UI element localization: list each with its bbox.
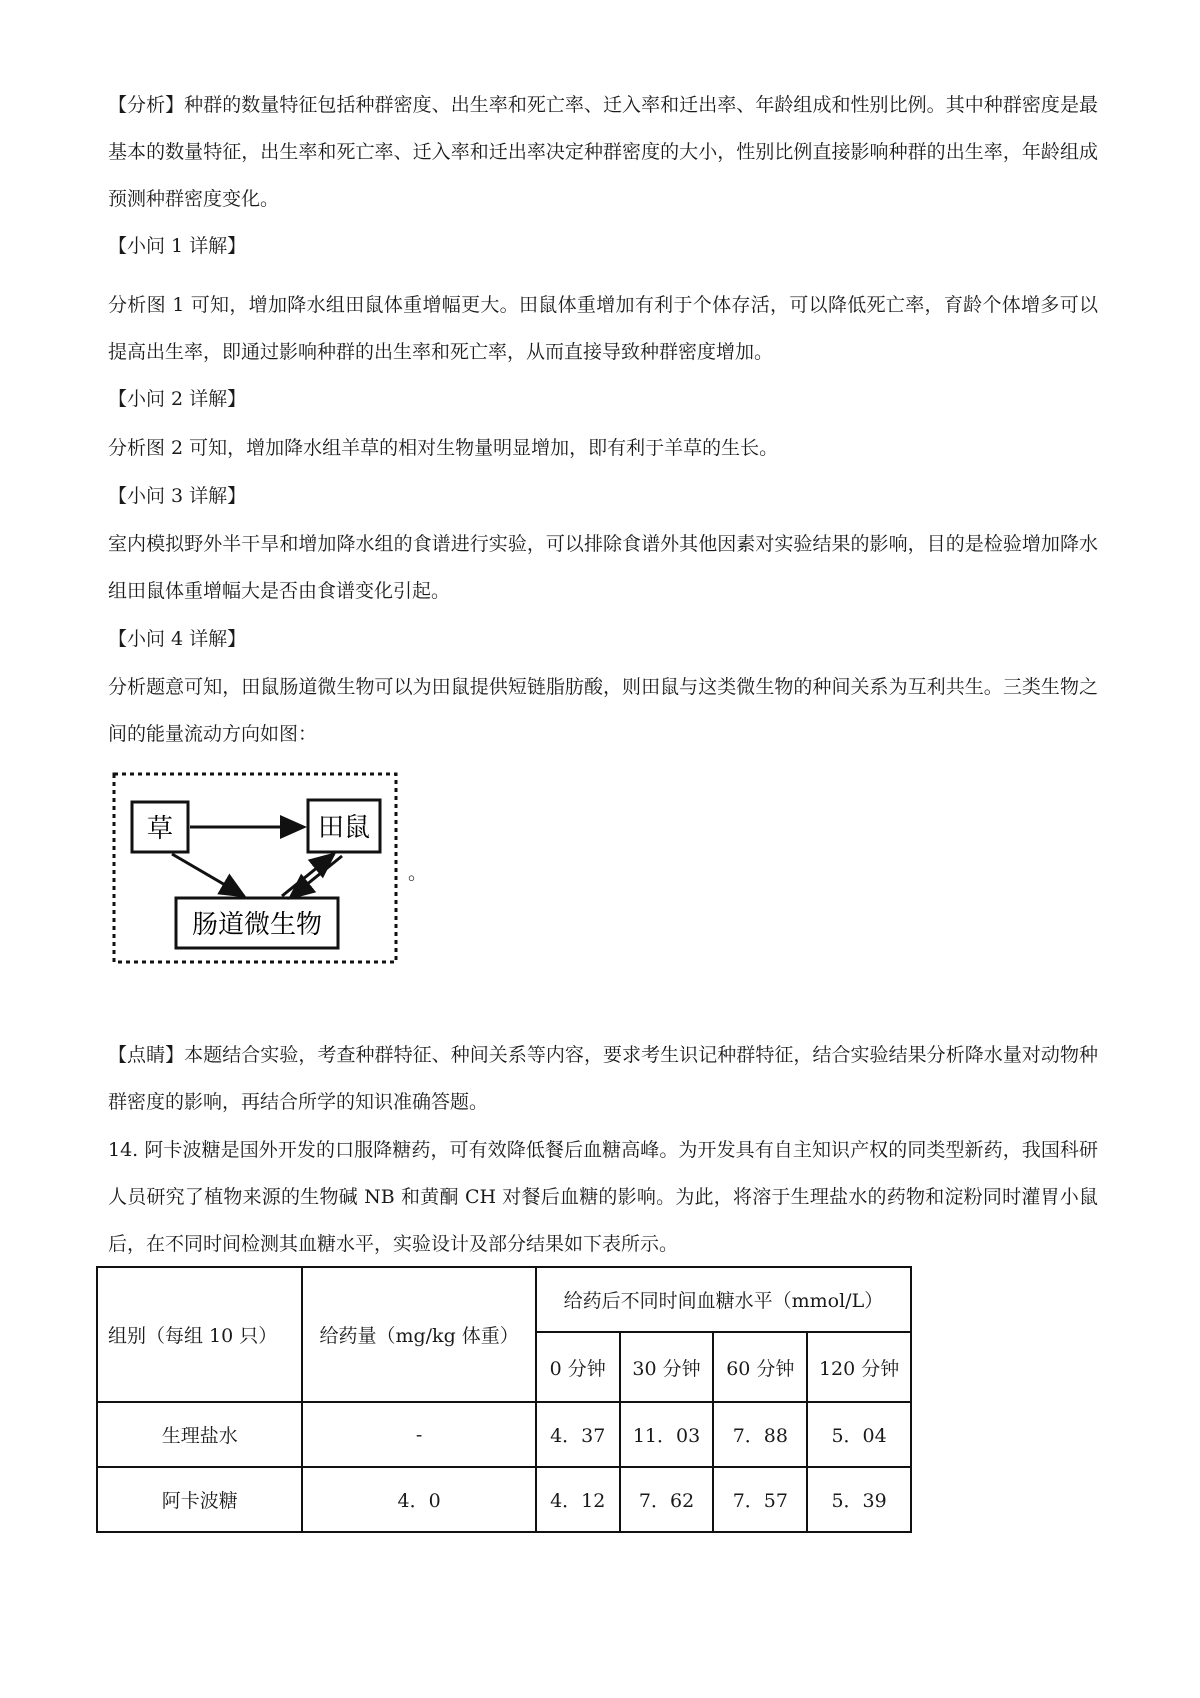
q1-heading: 【小问 1 详解】: [108, 235, 247, 257]
grass-label: 草: [146, 814, 174, 844]
header-time-0: 0 分钟: [536, 1332, 620, 1402]
table-row: [97, 1402, 911, 1467]
cell-value: 7．62: [620, 1467, 714, 1532]
q3-paragraph: 室内模拟野外半干旱和增加降水组的食谱进行实验，可以排除食谱外其他因素对实验结果的影响，目的是检验增加降水组田鼠体重增幅大是否由食谱变化引起。: [108, 533, 1098, 602]
cell-value: 4．37: [536, 1402, 620, 1467]
blood-glucose-table: [96, 1266, 912, 1533]
header-group: 组别（每组 10 只）: [97, 1267, 302, 1402]
q2-paragraph: 分析图 2 可知，增加降水组羊草的相对生物量明显增加，即有利于羊草的生长。: [108, 437, 779, 459]
cell-value: 4．12: [536, 1467, 620, 1532]
arrow-vole-to-microbes: [290, 856, 342, 898]
cell-value: 5．39: [807, 1467, 911, 1532]
header-glucose: 给药后不同时间血糖水平（mmol/L）: [536, 1267, 911, 1332]
header-dose: 给药量（mg/kg 体重）: [302, 1267, 535, 1402]
arrow-grass-to-microbes: [172, 854, 244, 896]
header-time-120: 120 分钟: [807, 1332, 911, 1402]
q4-paragraph: 分析题意可知，田鼠肠道微生物可以为田鼠提供短链脂肪酸，则田鼠与这类微生物的种间关系为互利共生。三类生物之间的能量流动方向如图：: [108, 676, 1098, 745]
diagram-period: 。: [408, 862, 428, 884]
cell-value: 7．88: [713, 1402, 807, 1467]
vole-label: 田鼠: [317, 813, 371, 843]
analysis-paragraph: 【分析】种群的数量特征包括种群密度、出生率和死亡率、迁入率和迁出率、年龄组成和性别比例。其中种群密度是最基本的数量特征，出生率和死亡率、迁入率和迁出率决定种群密度的大小，性别比例直接影响种群的出生率，年龄组成预测种群密度变化。: [108, 94, 1098, 210]
cell-dose: 4．0: [302, 1467, 535, 1532]
q14-paragraph: 14. 阿卡波糖是国外开发的口服降糖药，可有效降低餐后血糖高峰。为开发具有自主知识产权的同类型新药，我国科研人员研究了植物来源的生物碱 NB 和黄酮 CH 对餐后血糖的影响。为此，将溶于生理盐水的药物和淀粉同时灌胃小鼠后，在不同时间检测其血糖水平，实验设计及部分结果如下表所示。: [108, 1139, 1098, 1255]
header-time-60: 60 分钟: [713, 1332, 807, 1402]
cell-value: 5．04: [807, 1402, 911, 1467]
q4-heading: 【小问 4 详解】: [108, 628, 247, 650]
arrow-microbes-to-vole: [282, 854, 334, 896]
energy-flow-diagram: [112, 772, 398, 964]
cell-group: 阿卡波糖: [97, 1467, 302, 1532]
comment-paragraph: 【点睛】本题结合实验，考查种群特征、种间关系等内容，要求考生识记种群特征，结合实验结果分析降水量对动物种群密度的影响，再结合所学的知识准确答题。: [108, 1044, 1098, 1113]
cell-dose: -: [302, 1402, 535, 1467]
header-time-30: 30 分钟: [620, 1332, 714, 1402]
q1-paragraph: 分析图 1 可知，增加降水组田鼠体重增幅更大。田鼠体重增加有利于个体存活，可以降低死亡率，育龄个体增多可以提高出生率，即通过影响种群的出生率和死亡率，从而直接导致种群密度增加。: [108, 294, 1098, 363]
q3-heading: 【小问 3 详解】: [108, 485, 247, 507]
q2-heading: 【小问 2 详解】: [108, 388, 247, 410]
table-row: [97, 1467, 911, 1532]
cell-value: 11．03: [620, 1402, 714, 1467]
microbes-label: 肠道微生物: [191, 910, 323, 940]
cell-group: 生理盐水: [97, 1402, 302, 1467]
cell-value: 7．57: [713, 1467, 807, 1532]
